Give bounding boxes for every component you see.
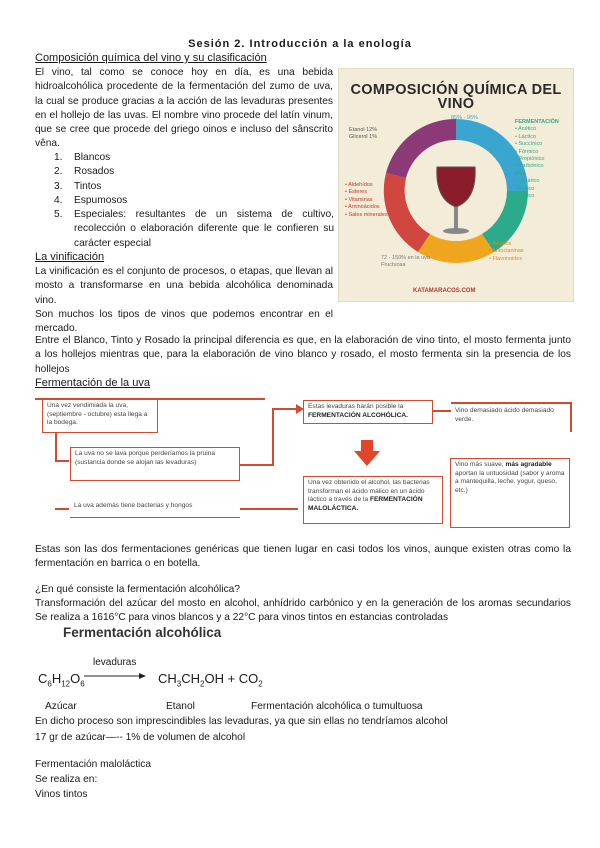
info-item: • Carbónico <box>515 163 544 170</box>
list-text: Especiales: resultantes de un sistema de cultivo, recolección o elaboración diferente que le confieren su carácter especial <box>74 209 334 249</box>
info-item: • Vitaminas <box>345 196 373 203</box>
malolactic-heading: Fermentación maloláctica <box>35 759 152 770</box>
label-ethanol: Etanol <box>166 701 195 712</box>
info-uva-header: UVA <box>515 170 527 177</box>
info-item: • Taninos <box>489 241 512 247</box>
paragraph-difference: Entre el Blanco, Tinto y Rosado la principal diferencia es que, en la elaboración de vino tinto, el mosto fermenta junto a los hollejos mientras que, para la elaboración de vino blanco y rosado, el mosto fermenta sin la presencia de los hollejos <box>35 335 571 375</box>
info-item: • Cítrico <box>515 193 535 200</box>
info-others-list <box>345 182 388 219</box>
list-text: Tintos <box>74 180 102 192</box>
diagram-box-smooth-wine: Vino más suave, más agradable aportan la untuosidad (sabor y aroma a mantequilla, leche, yogur, queso, etc.) <box>450 458 570 528</box>
malolactic-line-2: Vinos tintos <box>35 789 88 800</box>
wine-glass-icon <box>437 167 475 207</box>
info-item: • Succínico <box>515 141 543 148</box>
info-item: • Aminoácidos <box>345 204 380 211</box>
info-item: • Antocianinas <box>489 248 524 255</box>
diagram-box-not-washed: La uva no se lava porque perderíamos la pruina (sustancia donde se alojan las levaduras) <box>70 447 240 481</box>
formula-title: Fermentación alcohólica <box>63 625 222 640</box>
info-water-pct: 85% - 95% <box>451 115 478 121</box>
paragraph-wine-intro: El vino, tal como se conoce hoy en día, es una bebida hidroalcohólica procedente de la fermentación del zumo de uva, la cual se produce gracias a la acción de las levaduras presentes en el hollejo de las uvas. El nombre vino procede del latín vinum, que se cree que procede del griego oinos e incluso del sânscrito vêna. <box>35 67 333 150</box>
wine-type-item <box>54 151 334 165</box>
reaction-arrow-icon <box>84 671 146 681</box>
info-phenolics <box>489 241 524 263</box>
section-heading-fermentation: Fermentación de la uva <box>35 377 150 389</box>
infographic-title: COMPOSICIÓN QUÍMICA DEL VINO <box>350 82 562 113</box>
list-number: 5. <box>54 209 63 221</box>
wine-type-item <box>54 180 334 194</box>
malolactic-line-1: Se realiza en: <box>35 774 98 785</box>
info-item: • Propiónico <box>515 156 545 163</box>
info-item: • Aldehídos <box>345 182 373 188</box>
diagram-box-harvest: Una vez vendimiada la uva, (septiembre - octubre) esta llega a la bodega. <box>42 399 158 433</box>
segment-otros <box>384 173 430 252</box>
label-sugar: Azúcar <box>45 701 77 712</box>
list-number: 3. <box>54 180 63 192</box>
info-item: • Ésteres <box>345 189 368 196</box>
list-text: Rosados <box>74 166 115 178</box>
formula-products: $CH_3CH_2OH + CO_2$ <box>158 671 263 689</box>
info-item: • Málico <box>515 185 535 192</box>
paragraph-vinification: La vinificación es el conjunto de procesos, o etapas, que llevan al mosto a transformarse en una bebida alcohólica denominada vino. <box>35 266 333 306</box>
infographic-brand: KATAMARACOS.COM <box>413 288 476 294</box>
formula-glucose: $C_6H_{12}O_6$ <box>38 671 85 689</box>
wine-type-item <box>54 194 334 208</box>
diagram-box-alcoholic: Estas levaduras harán posible la FERMENTACIÓN ALCOHÓLICA. <box>303 400 433 424</box>
list-number: 1. <box>54 152 63 163</box>
formula-arrow-label: levaduras <box>93 657 137 668</box>
info-item: • Sales minerales <box>345 211 388 218</box>
info-item: • Acético <box>515 126 537 133</box>
info-sugar-pct: 72 - 150% en la uva <box>381 255 430 261</box>
diagram-box-acidic: Vino demasiado ácido demasiado verde. <box>451 405 571 431</box>
text-yeasts: En dicho proceso son imprescindibles las levaduras, ya que sin ellas no tendríamos alcohol <box>35 716 448 727</box>
info-item: • Tartárico <box>515 178 540 185</box>
diagram-box-malolactic: Una vez obtenido el alcohol, las bacterias transforman el ácido málico en un ácido láctico a través de la FERMENTACIÓN MALOLÁCTICA. <box>303 476 443 524</box>
infographic-wine-composition <box>338 68 574 302</box>
arrow-down-icon <box>354 440 380 466</box>
text-sugar-ratio: 17 gr de azúcar—-- 1% de volumen de alcohol <box>35 732 246 743</box>
list-number: 4. <box>54 194 63 206</box>
list-text: Blancos <box>74 152 111 163</box>
wine-type-list <box>54 151 334 251</box>
info-item: • Fórmico <box>515 148 539 155</box>
list-text: Espumosos <box>74 194 128 206</box>
question-alcoholic: ¿En qué consiste la fermentación alcohólica? <box>35 584 240 595</box>
info-item: • Flavonoides <box>489 255 523 262</box>
wine-type-item <box>54 165 334 179</box>
info-etanol: Etanol 12% <box>349 127 378 133</box>
paragraph-two-fermentations: Estas son las dos fermentaciones genéricas que tienen lugar en casi todos los vinos, aunque existen otras como la fermentación en barrica o en botella. <box>35 544 571 570</box>
answer-alcoholic: Transformación del azúcar del mosto en alcohol, anhídrido carbónico y en la generación de los aromas secundarios Se realiza a 1616°C para vinos blancos y a 22°C para vinos tintos en estancias controladas <box>35 598 571 624</box>
info-fermentacion-header: FERMENTACIÓN <box>515 119 559 125</box>
info-item: • Láctico <box>515 133 536 140</box>
diagram-box-bacteria: La uva además tiene bacterias y hongos <box>70 500 240 518</box>
wine-type-item <box>54 208 334 251</box>
paragraph-wine-types: Son muchos los tipos de vinos que podemos encontrar en el mercado. <box>35 309 333 335</box>
list-number: 2. <box>54 166 63 178</box>
info-fructose: Fructuosa <box>381 262 406 269</box>
page-title: Sesión 2. Introducción a la enología <box>188 38 412 50</box>
info-glicerol: Glicerol 1% <box>349 134 378 141</box>
info-fermentation-acids <box>515 126 559 170</box>
section-heading-composition: Composición química del vino y su clasificación <box>35 52 267 64</box>
section-heading-vinification: La vinificación <box>35 251 105 263</box>
label-fermentation-type: Fermentación alcohólica o tumultuosa <box>251 701 423 712</box>
info-grape-acids <box>515 178 559 200</box>
